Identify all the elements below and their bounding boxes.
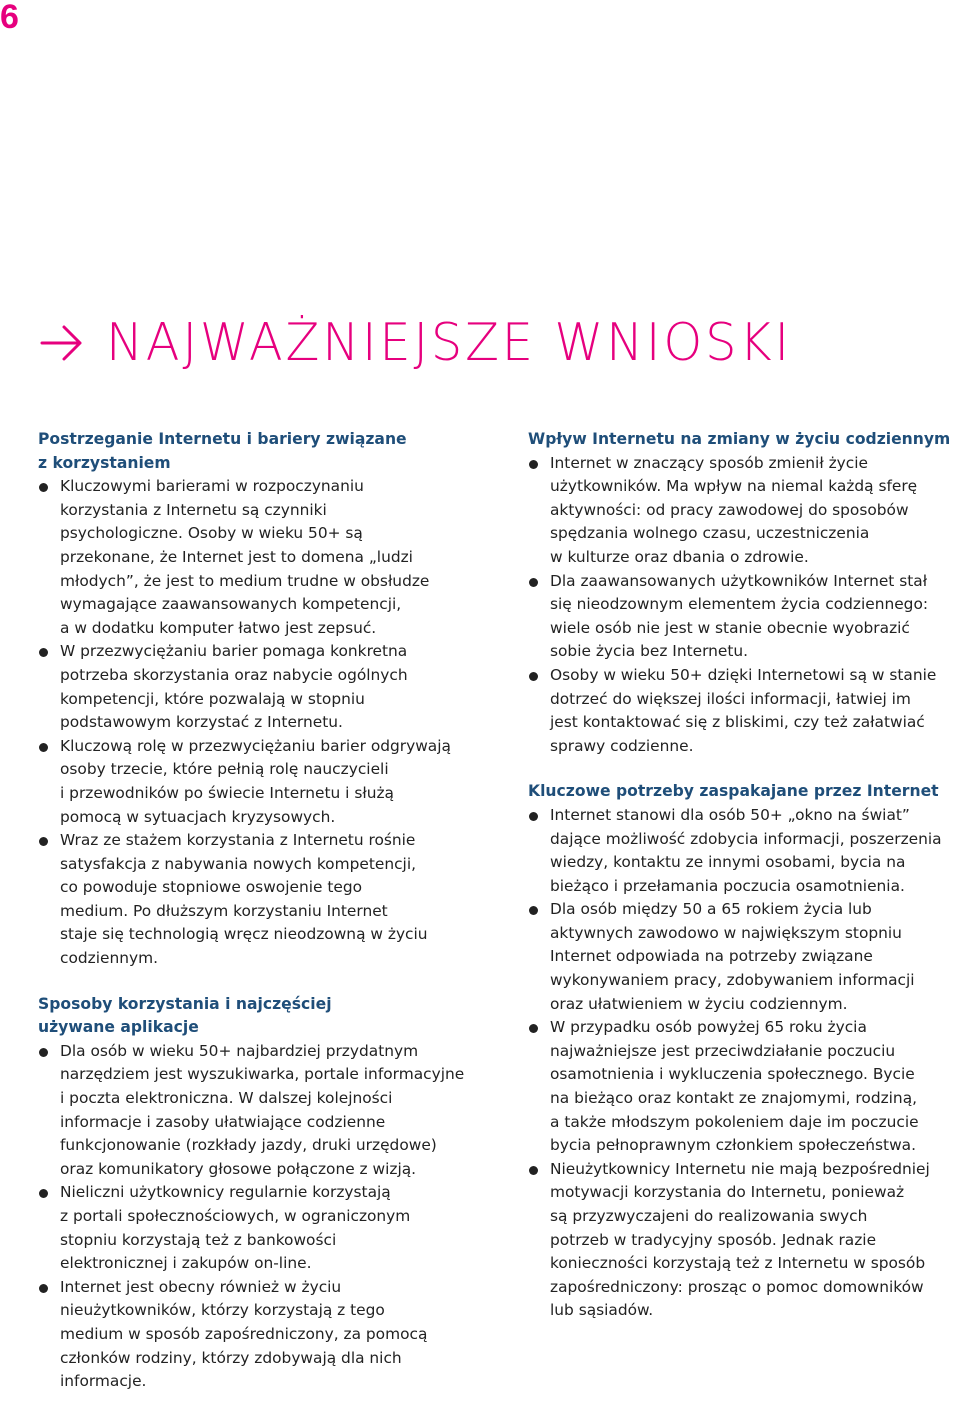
bullet-item (38, 1181, 474, 1275)
bullet-item (528, 570, 958, 664)
bullet-item (528, 898, 958, 1016)
bullet-line: korzystania z Internetu są czynniki (60, 500, 327, 519)
bullet-line: bieżąco i przełamania poczucia osamotnienia. (550, 876, 905, 895)
bullet-line: medium w sposób zapośredniczony, za pomocą (60, 1324, 428, 1343)
section-title-line: Kluczowe potrzeby zaspakajane przez Internet (528, 782, 939, 801)
bullet-line: jest kontaktować się z bliskimi, czy też załatwiać (550, 713, 925, 732)
bullet-line: się nieodzownym elementem życia codziennego: (550, 595, 929, 614)
bullet-line: motywacji korzystania do Internetu, ponieważ (550, 1183, 905, 1202)
bullet-line: a także młodszym pokoleniem daje im poczucie (550, 1112, 919, 1131)
bullet-line: podstawowym korzystać z Internetu. (60, 713, 343, 732)
bullet-line: Nieużytkownicy Internetu nie mają bezpośredniej (550, 1159, 930, 1178)
bullet-list (528, 804, 958, 1323)
bullet-line: informacje i zasoby ułatwiające codzienne (60, 1112, 386, 1131)
bullet-list (528, 452, 958, 759)
section-sposoby-korzystania-i-najczesciej (38, 993, 474, 1394)
bullet-line: przekonane, że Internet jest to domena „ludzi (60, 547, 413, 566)
bullet-item (528, 1016, 958, 1158)
arrow-right-icon (38, 323, 86, 363)
bullet-line: a w dodatku komputer łatwo jest zepsuć. (60, 618, 377, 637)
bullet-line: wiele osób nie jest w stanie obecnie wyobrazić (550, 618, 910, 637)
bullet-item (528, 804, 958, 898)
bullet-line: Internet w znaczący sposób zmienił życie (550, 453, 868, 472)
bullet-line: wiedzy, kontaktu ze innymi osobami, bycia na (550, 853, 906, 872)
section-title (38, 428, 474, 475)
bullet-line: codziennym. (60, 949, 158, 968)
right-column (528, 428, 958, 1345)
bullet-line: dotrzeć do większej ilości informacji, łatwiej im (550, 689, 911, 708)
bullet-line: najważniejsze jest przeciwdziałanie poczuciu (550, 1041, 896, 1060)
bullet-line: Kluczowymi barierami w rozpoczynaniu (60, 477, 364, 496)
bullet-line: aktywności: od pracy zawodowej do sposobów (550, 500, 909, 519)
bullet-item (38, 475, 474, 640)
bullet-line: Osoby w wieku 50+ dzięki Internetowi są w stanie (550, 665, 937, 684)
section-title-line: Sposoby korzystania i najczęściej (38, 994, 332, 1013)
bullet-line: satysfakcja z nabywania nowych kompetencji, (60, 854, 416, 873)
bullet-line: co powoduje stopniowe oswojenie tego (60, 878, 363, 897)
bullet-line: oraz ułatwieniem w życiu codziennym. (550, 994, 848, 1013)
bullet-line: potrzeba skorzystania oraz nabycie ogólnych (60, 665, 408, 684)
bullet-line: Dla zaawansowanych użytkowników Internet stał (550, 571, 928, 590)
bullet-line: i przewodników po świecie Internetu i służą (60, 783, 394, 802)
bullet-line: stopniu korzystają też z bankowości (60, 1230, 337, 1249)
bullet-line: Internet stanowi dla osób 50+ „okno na świat” (550, 805, 910, 824)
bullet-line: konieczności korzystają też z Internetu w sposób (550, 1254, 926, 1273)
heading-title: NAJWAŻNIEJSZE WNIOSKI (106, 313, 792, 373)
bullet-line: osamotnienia i wykluczenia społecznego. Bycie (550, 1065, 915, 1084)
bullet-line: Kluczową rolę w przezwyciężaniu barier odgrywają (60, 736, 451, 755)
bullet-line: elektronicznej i zakupów on-line. (60, 1254, 312, 1273)
bullet-line: narzędziem jest wyszukiwarka, portale informacyjne (60, 1065, 465, 1084)
bullet-item (38, 1040, 474, 1182)
bullet-line: Dla osób między 50 a 65 rokiem życia lub (550, 900, 872, 919)
bullet-line: pomocą w sytuacjach kryzysowych. (60, 807, 336, 826)
bullet-line: informacje. (60, 1372, 147, 1391)
bullet-line: kompetencji, które pozwalają w stopniu (60, 689, 365, 708)
bullet-item (38, 640, 474, 734)
bullet-line: aktywnych zawodowo w największym stopniu (550, 923, 902, 942)
section-title-line: Postrzeganie Internetu i bariery związane (38, 430, 407, 448)
bullet-line: sprawy codzienne. (550, 736, 694, 755)
page-number: 6 (0, 0, 19, 36)
section-heading (38, 310, 828, 376)
bullet-item (528, 664, 958, 758)
bullet-line: psychologiczne. Osoby w wieku 50+ są (60, 524, 363, 543)
bullet-item (528, 1158, 958, 1323)
bullet-item (38, 735, 474, 829)
bullet-line: oraz komunikatory głosowe połączone z wizją. (60, 1159, 417, 1178)
bullet-line: członków rodziny, którzy zdobywają dla nich (60, 1348, 402, 1367)
bullet-line: Wraz ze stażem korzystania z Internetu rośnie (60, 831, 416, 850)
section-wplyw-internetu-na-zmiany-w-zyciu-codzie (528, 428, 958, 758)
section-title (528, 428, 958, 452)
bullet-item (38, 1276, 474, 1394)
bullet-line: nieużytkowników, którzy korzystają z tego (60, 1301, 385, 1320)
bullet-line: zapośredniczony: prosząc o pomoc domowników (550, 1277, 924, 1296)
section-title-line: Wpływ Internetu na zmiany w życiu codziennym (528, 430, 951, 448)
bullet-line: użytkowników. Ma wpływ na niemal każdą sferę (550, 477, 918, 496)
section-title-line: z korzystaniem (38, 453, 171, 472)
bullet-line: staje się technologią wręcz nieodzowną w życiu (60, 925, 428, 944)
bullet-line: W przypadku osób powyżej 65 roku życia (550, 1018, 867, 1037)
bullet-line: potrzeb w tradycyjny sposób. Jednak razie (550, 1230, 877, 1249)
bullet-list (38, 475, 474, 970)
bullet-line: i poczta elektroniczna. W dalszej kolejności (60, 1089, 393, 1108)
bullet-line: wymagające zaawansowanych kompetencji, (60, 595, 402, 614)
bullet-line: funkcjonowanie (rozkłady jazdy, druki urzędowe) (60, 1136, 437, 1155)
section-title (38, 993, 474, 1040)
bullet-line: dające możliwość zdobycia informacji, poszerzenia (550, 829, 942, 848)
bullet-line: Internet odpowiada na potrzeby związane (550, 947, 873, 966)
bullet-list (38, 1040, 474, 1394)
bullet-line: w kulturze oraz dbania o zdrowie. (550, 547, 809, 566)
section-postrzeganie-internetu-i-bariery-zwiazan (38, 428, 474, 971)
bullet-line: z portali społecznościowych, w ograniczonym (60, 1207, 411, 1225)
bullet-line: Nieliczni użytkownicy regularnie korzystają (60, 1183, 391, 1202)
bullet-line: sobie życia bez Internetu. (550, 642, 749, 661)
bullet-line: na bieżąco oraz kontakt ze znajomymi, rodziną, (550, 1089, 918, 1108)
bullet-line: W przezwyciężaniu barier pomaga konkretna (60, 642, 408, 661)
bullet-item (528, 452, 958, 570)
section-title (528, 780, 958, 804)
bullet-item (38, 829, 474, 971)
bullet-line: spędzania wolnego czasu, uczestniczenia (550, 524, 870, 543)
left-column (38, 428, 474, 1416)
bullet-line: wykonywaniem pracy, zdobywaniem informacji (550, 971, 915, 990)
section-title-line: używane aplikacje (38, 1018, 199, 1037)
bullet-line: Dla osób w wieku 50+ najbardziej przydatnym (60, 1041, 419, 1060)
bullet-line: są przyzwyczajeni do realizowania swych (550, 1207, 868, 1225)
bullet-line: młodych”, że jest to medium trudne w obsłudze (60, 571, 430, 590)
bullet-line: lub sąsiadów. (550, 1301, 654, 1320)
section-kluczowe-potrzeby-zaspakajane-przez-inte (528, 780, 958, 1323)
bullet-line: bycia pełnoprawnym członkiem społeczeństwa. (550, 1136, 916, 1155)
bullet-line: osoby trzecie, które pełnią rolę nauczycieli (60, 760, 389, 779)
bullet-line: medium. Po dłuższym korzystaniu Internet (60, 901, 388, 920)
bullet-line: Internet jest obecny również w życiu (60, 1277, 342, 1296)
